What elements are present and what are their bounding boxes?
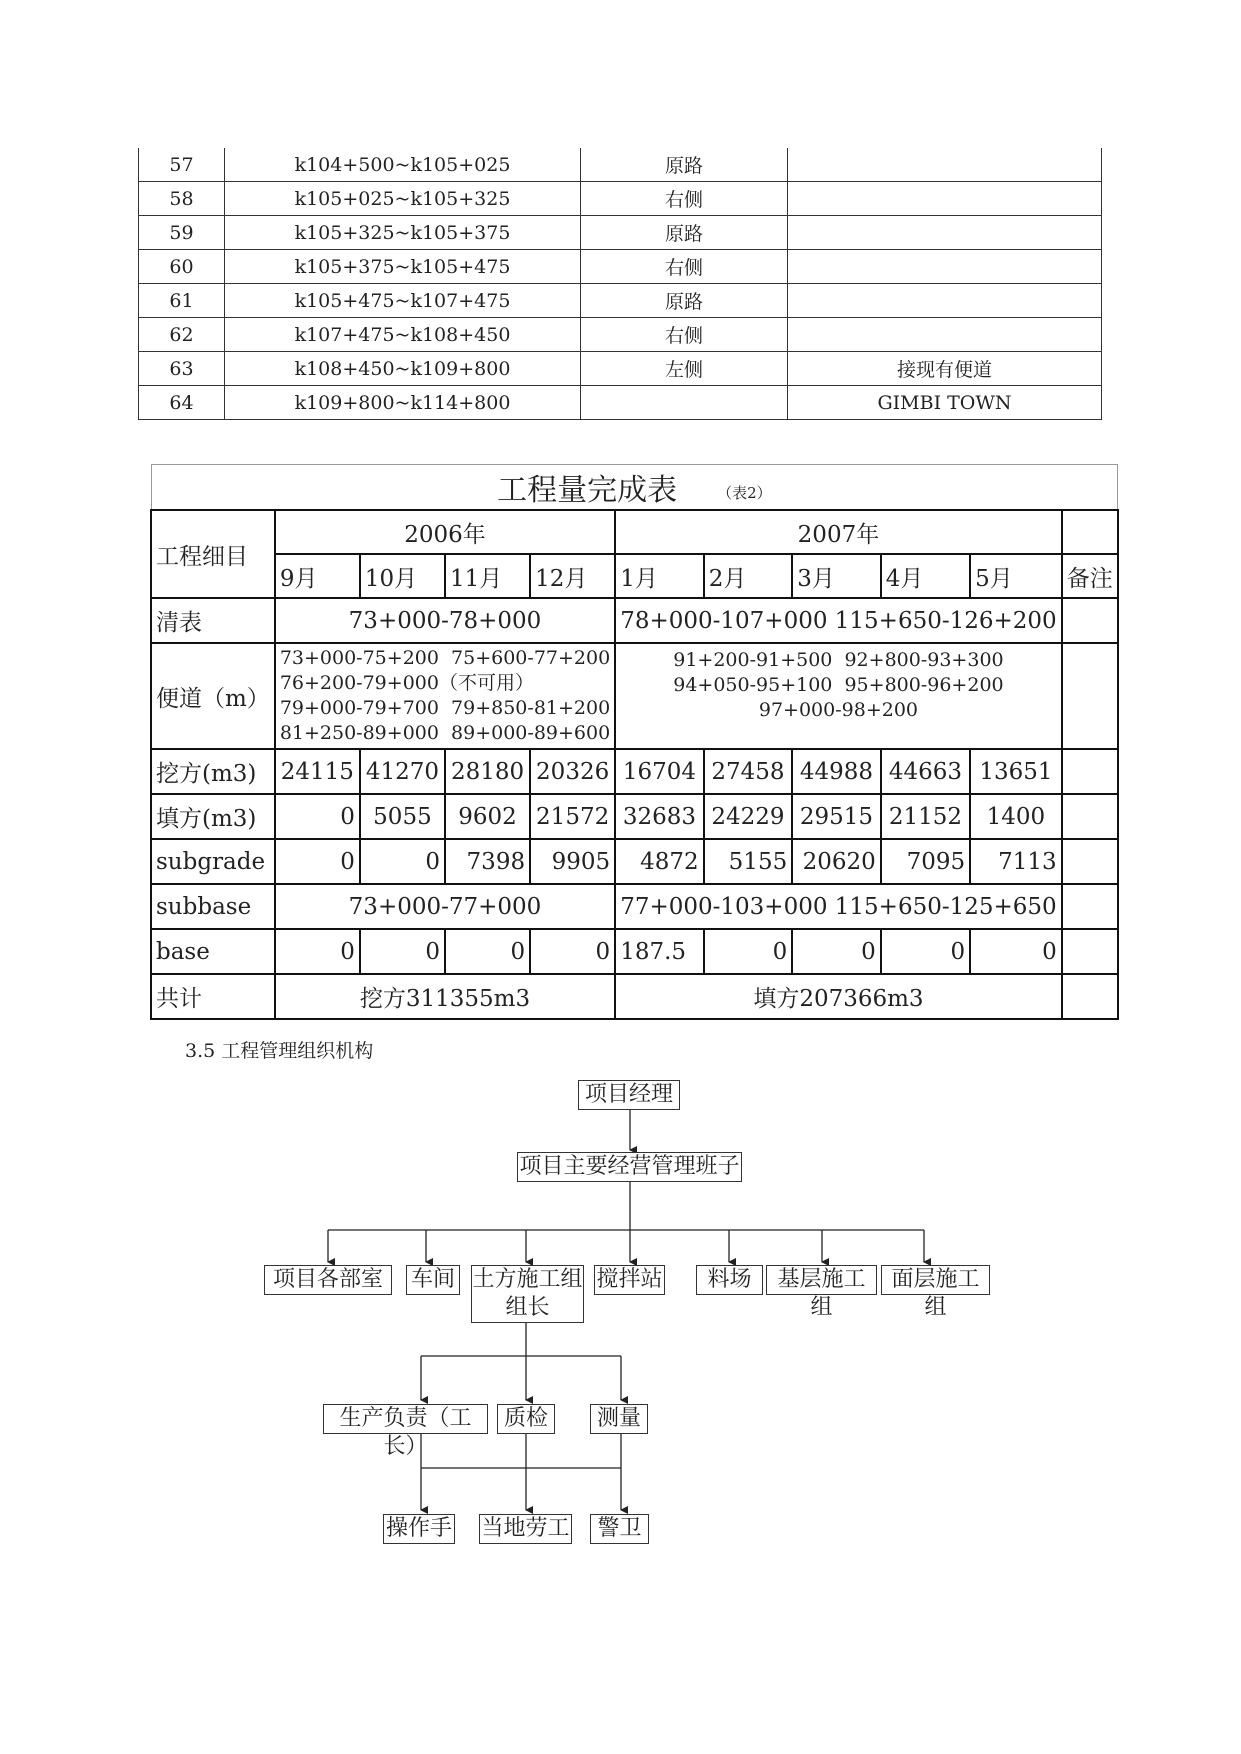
- fill-value: 0: [275, 794, 360, 839]
- excavation-label: 挖方(m3): [151, 749, 275, 794]
- org-project-manager: 项目经理: [578, 1080, 680, 1110]
- org-operators: 操作手: [383, 1514, 455, 1544]
- total-label: 共计: [151, 974, 275, 1019]
- org-guards: 警卫: [590, 1514, 649, 1544]
- base-value: 0: [792, 929, 881, 974]
- excavation-value: 44663: [881, 749, 970, 794]
- fill-value: 32683: [615, 794, 704, 839]
- org-mixing-station: 搅拌站: [594, 1265, 665, 1295]
- month-header: 11月: [445, 554, 530, 598]
- route-no: 64: [139, 386, 225, 420]
- base-value: 0: [881, 929, 970, 974]
- org-quality-control: 质检: [497, 1404, 555, 1434]
- table-title: 工程量完成表: [497, 473, 678, 508]
- org-earthwork-group-line2: 组长: [505, 1295, 550, 1320]
- remark-blank: [1062, 510, 1118, 554]
- excavation-value: 24115: [275, 749, 360, 794]
- route-no: 61: [139, 284, 225, 318]
- remark-header: 备注: [1062, 554, 1118, 598]
- route-row: [139, 148, 1102, 182]
- route-note: [788, 250, 1102, 284]
- remark-cell: [1062, 974, 1118, 1019]
- access-road-2007: 91+200-91+500 92+800-93+300 94+050-95+100 95+800-96+200 97+000-98+200: [615, 643, 1062, 749]
- excavation-value: 13651: [970, 749, 1062, 794]
- route-note: [788, 148, 1102, 182]
- org-base-group: 基层施工组: [766, 1265, 877, 1295]
- subgrade-value: 20620: [792, 839, 881, 884]
- fill-value: 5055: [360, 794, 445, 839]
- route-note: [788, 284, 1102, 318]
- fill-value: 29515: [792, 794, 881, 839]
- fill-value: 21572: [530, 794, 615, 839]
- route-no: 62: [139, 318, 225, 352]
- route-side: 右侧: [581, 318, 788, 352]
- quantities-table: [150, 464, 1119, 1020]
- month-header: 12月: [530, 554, 615, 598]
- excavation-value: 20326: [530, 749, 615, 794]
- route-table: [138, 148, 1102, 420]
- remark-cell: [1062, 598, 1118, 643]
- clearing-label: 清表: [151, 598, 275, 643]
- fill-row: [151, 794, 1118, 839]
- subgrade-value: 0: [275, 839, 360, 884]
- year-2007-header: 2007年: [615, 510, 1062, 554]
- subgrade-value: 0: [360, 839, 445, 884]
- month-header: 9月: [275, 554, 360, 598]
- subgrade-value: 7113: [970, 839, 1062, 884]
- route-note: 接现有便道: [788, 352, 1102, 386]
- route-note: [788, 216, 1102, 250]
- org-earthwork-group: [471, 1265, 584, 1323]
- route-table-body: [139, 148, 1102, 420]
- route-side: 原路: [581, 148, 788, 182]
- remark-cell: [1062, 749, 1118, 794]
- fill-value: 24229: [704, 794, 793, 839]
- quantities-table-wrap: [150, 464, 1113, 1020]
- excavation-value: 16704: [615, 749, 704, 794]
- subgrade-value: 5155: [704, 839, 793, 884]
- base-value: 0: [360, 929, 445, 974]
- subgrade-label: subgrade: [151, 839, 275, 884]
- route-no: 63: [139, 352, 225, 386]
- excavation-value: 44988: [792, 749, 881, 794]
- excavation-value: 27458: [704, 749, 793, 794]
- route-side: 右侧: [581, 250, 788, 284]
- fill-label: 填方(m3): [151, 794, 275, 839]
- route-side: 左侧: [581, 352, 788, 386]
- remark-cell: [1062, 643, 1118, 749]
- route-row: [139, 386, 1102, 420]
- route-side: [581, 386, 788, 420]
- access-road-2006: 73+000-75+200 75+600-77+200 76+200-79+000（不可用） 79+000-79+700 79+850-81+200 81+250-89+000 89+000-89+600: [275, 643, 615, 749]
- base-value: 0: [530, 929, 615, 974]
- route-note: [788, 182, 1102, 216]
- base-row: [151, 929, 1118, 974]
- section-heading: 3.5 工程管理组织机构: [185, 1040, 374, 1062]
- org-workshop: 车间: [406, 1265, 460, 1295]
- route-section: k105+325~k105+375: [225, 216, 581, 250]
- route-side: 右侧: [581, 182, 788, 216]
- route-no: 57: [139, 148, 225, 182]
- base-value: 0: [445, 929, 530, 974]
- route-section: k107+475~k108+450: [225, 318, 581, 352]
- subgrade-row: [151, 839, 1118, 884]
- org-surface-group: 面层施工组: [881, 1265, 990, 1295]
- route-section: k105+475~k107+475: [225, 284, 581, 318]
- month-header: 2月: [704, 554, 793, 598]
- route-row: [139, 182, 1102, 216]
- table-subtitle: （表2）: [717, 483, 772, 502]
- excavation-value: 41270: [360, 749, 445, 794]
- subgrade-value: 9905: [530, 839, 615, 884]
- route-section: k105+025~k105+325: [225, 182, 581, 216]
- route-section: k109+800~k114+800: [225, 386, 581, 420]
- route-row: [139, 284, 1102, 318]
- org-earthwork-group-line1: 土方施工组: [472, 1267, 583, 1292]
- access-road-label: 便道（m）: [151, 643, 275, 749]
- route-note: GIMBI TOWN: [788, 386, 1102, 420]
- route-row: [139, 216, 1102, 250]
- excavation-value: 28180: [445, 749, 530, 794]
- fill-value: 21152: [881, 794, 970, 839]
- month-header: 3月: [792, 554, 881, 598]
- remark-cell: [1062, 839, 1118, 884]
- route-section: k108+450~k109+800: [225, 352, 581, 386]
- table-title-cell: [151, 465, 1118, 511]
- org-leadership-team: 项目主要经营管理班子: [517, 1152, 742, 1182]
- year-2006-header: 2006年: [275, 510, 615, 554]
- subgrade-value: 7398: [445, 839, 530, 884]
- remark-cell: [1062, 884, 1118, 929]
- base-label: base: [151, 929, 275, 974]
- route-row: [139, 352, 1102, 386]
- subbase-label: subbase: [151, 884, 275, 929]
- route-note: [788, 318, 1102, 352]
- route-no: 60: [139, 250, 225, 284]
- route-section: k105+375~k105+475: [225, 250, 581, 284]
- month-header: 5月: [970, 554, 1062, 598]
- clearing-2006: 73+000-78+000: [275, 598, 615, 643]
- org-production-lead: 生产负责（工长）: [323, 1404, 488, 1434]
- remark-cell: [1062, 929, 1118, 974]
- route-side: 原路: [581, 284, 788, 318]
- subgrade-value: 7095: [881, 839, 970, 884]
- clearing-2007: 78+000-107+000 115+650-126+200: [615, 598, 1062, 643]
- route-no: 59: [139, 216, 225, 250]
- total-2007: 填方207366m3: [615, 974, 1062, 1019]
- route-side: 原路: [581, 216, 788, 250]
- route-no: 58: [139, 182, 225, 216]
- org-local-labor: 当地劳工: [479, 1514, 572, 1544]
- route-section: k104+500~k105+025: [225, 148, 581, 182]
- subbase-2007: 77+000-103+000 115+650-125+650: [615, 884, 1062, 929]
- fill-value: 9602: [445, 794, 530, 839]
- month-header: 10月: [360, 554, 445, 598]
- base-value: 0: [275, 929, 360, 974]
- org-departments: 项目各部室: [264, 1265, 392, 1295]
- subgrade-value: 4872: [615, 839, 704, 884]
- month-header: 4月: [881, 554, 970, 598]
- item-header: 工程细目: [151, 510, 275, 598]
- base-value: 0: [970, 929, 1062, 974]
- remark-cell: [1062, 794, 1118, 839]
- route-row: [139, 318, 1102, 352]
- subbase-2006: 73+000-77+000: [275, 884, 615, 929]
- excavation-row: [151, 749, 1118, 794]
- route-row: [139, 250, 1102, 284]
- base-value: 187.5: [615, 929, 704, 974]
- fill-value: 1400: [970, 794, 1062, 839]
- month-header: 1月: [615, 554, 704, 598]
- org-material-yard: 料场: [696, 1265, 763, 1295]
- org-survey: 测量: [590, 1404, 648, 1434]
- base-value: 0: [704, 929, 793, 974]
- total-2006: 挖方311355m3: [275, 974, 615, 1019]
